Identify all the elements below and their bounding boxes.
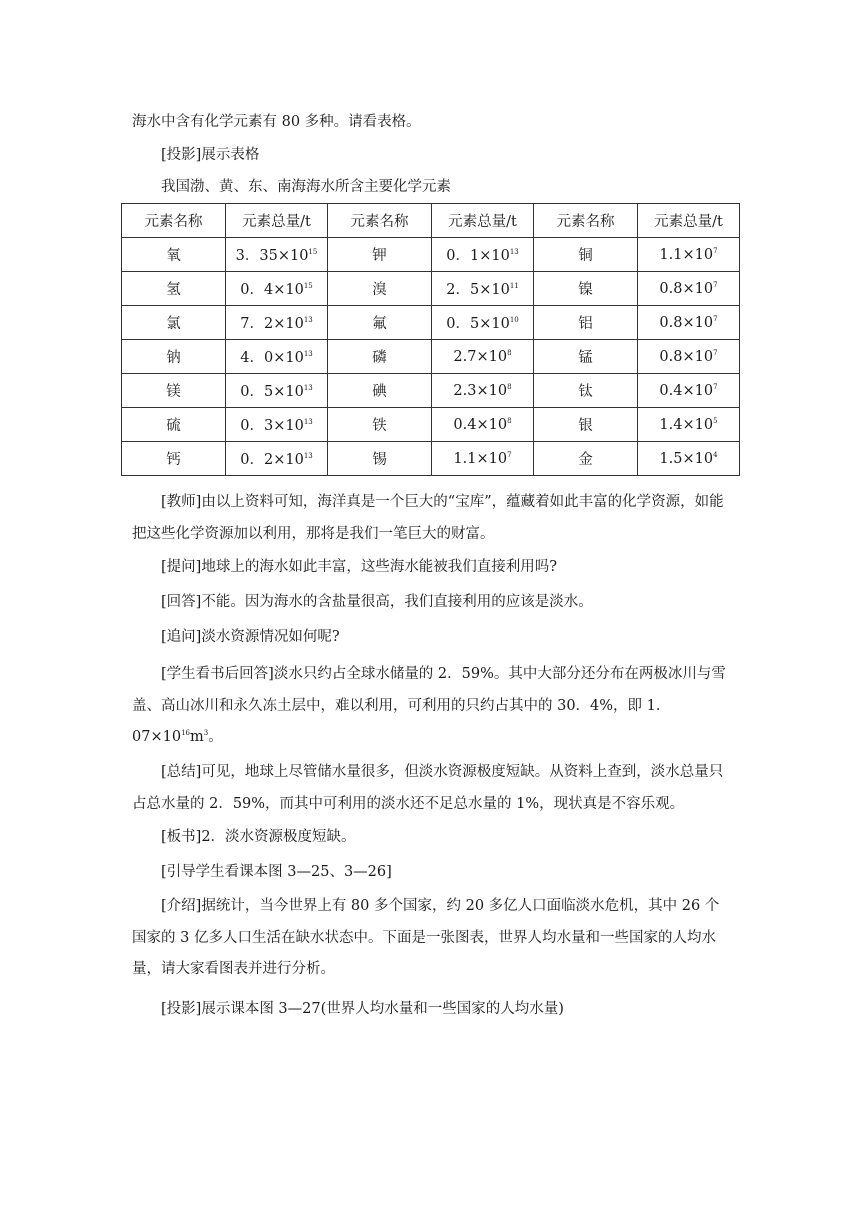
element-name-cell: 溴 xyxy=(328,272,432,306)
amount-mantissa: 0.8×10 xyxy=(659,348,714,365)
amount-mantissa: 1.5×10 xyxy=(659,450,714,467)
amount-mantissa: 0．3×10 xyxy=(240,418,304,434)
amount-exponent: 5 xyxy=(713,416,718,425)
amount-mantissa: 0．5×10 xyxy=(446,316,510,332)
amount-mantissa: 1.1×10 xyxy=(659,246,714,263)
element-amount-cell xyxy=(432,408,534,442)
amount-exponent: 13 xyxy=(509,248,519,256)
amount-exponent: 13 xyxy=(303,350,313,358)
table-row xyxy=(122,238,740,272)
student-answer-paragraph xyxy=(132,659,732,754)
element-name-cell: 钾 xyxy=(328,238,432,272)
intro-paragraph: 海水中含有化学元素有 80 多种。请看表格。 xyxy=(132,114,421,130)
element-name-cell: 硫 xyxy=(122,408,226,442)
element-amount-cell xyxy=(432,374,534,408)
amount-exponent: 11 xyxy=(509,282,519,290)
element-amount-cell xyxy=(432,272,534,306)
amount-exponent: 13 xyxy=(303,452,313,460)
table-header-cell: 元素总量/t xyxy=(432,204,534,238)
element-amount-cell xyxy=(432,442,534,476)
summary-paragraph: [总结]可见，地球上尽管储水量很多，但淡水资源极度短缺。从资料上查到，淡水总量只占总水量的 2．59%，而其中可利用的淡水还不足总水量的 1%，现状真是不容乐观。 xyxy=(132,764,724,812)
table-row xyxy=(122,374,740,408)
element-amount-cell xyxy=(432,306,534,340)
element-name-cell: 铁 xyxy=(328,408,432,442)
element-amount-cell xyxy=(226,272,328,306)
question-paragraph: [提问]地球上的海水如此丰富，这些海水能被我们直接利用吗? xyxy=(161,559,558,575)
amount-mantissa: 0．2×10 xyxy=(240,452,304,468)
amount-exponent: 13 xyxy=(303,316,313,324)
table-row xyxy=(122,306,740,340)
amount-exponent: 7 xyxy=(713,280,718,289)
amount-exponent: 4 xyxy=(713,450,718,459)
element-amount-cell xyxy=(638,306,740,340)
student-answer-text: [学生看书后回答]淡水只约占全球水储量的 2．59%。其中大部分还分布在两极冰川与雪盖、高山冰川和永久冻土层中，难以利用，可利用的只约占其中的 30．4%，即 1．07×10 xyxy=(132,666,726,745)
element-amount-cell xyxy=(432,238,534,272)
element-table xyxy=(121,203,740,476)
table-header-cell: 元素名称 xyxy=(328,204,432,238)
element-name-cell: 氯 xyxy=(122,306,226,340)
table-header-row xyxy=(122,204,740,238)
amount-exponent: 10 xyxy=(509,316,519,324)
element-amount-cell xyxy=(638,340,740,374)
board-paragraph: [板书]2．淡水资源极度短缺。 xyxy=(161,829,356,845)
amount-mantissa: 0.4×10 xyxy=(453,416,508,433)
element-amount-cell xyxy=(638,442,740,476)
amount-mantissa: 2.3×10 xyxy=(453,382,508,399)
element-amount-cell xyxy=(638,408,740,442)
element-name-cell: 钙 xyxy=(122,442,226,476)
table-row xyxy=(122,408,740,442)
table-header-cell: 元素名称 xyxy=(534,204,638,238)
table-header-cell: 元素总量/t xyxy=(226,204,328,238)
table-row xyxy=(122,442,740,476)
amount-exponent: 15 xyxy=(303,282,313,290)
table-row xyxy=(122,272,740,306)
amount-exponent: 8 xyxy=(507,382,512,391)
table-header-cell: 元素名称 xyxy=(122,204,226,238)
element-name-cell: 锰 xyxy=(534,340,638,374)
element-name-cell: 锡 xyxy=(328,442,432,476)
amount-mantissa: 3．35×10 xyxy=(235,248,309,264)
amount-mantissa: 0．4×10 xyxy=(240,282,304,298)
element-name-cell: 铝 xyxy=(534,306,638,340)
element-amount-cell xyxy=(226,374,328,408)
amount-mantissa: 0．5×10 xyxy=(240,384,304,400)
amount-mantissa: 2．5×10 xyxy=(446,282,510,298)
amount-mantissa: 0.8×10 xyxy=(659,280,714,297)
amount-mantissa: 2.7×10 xyxy=(453,348,508,365)
amount-exponent: 7 xyxy=(507,450,512,459)
student-answer-end: 。 xyxy=(208,729,223,745)
amount-exponent: 7 xyxy=(713,382,718,391)
intro2-paragraph: [介绍]据统计，当今世界上有 80 多个国家，约 20 多亿人口面临淡水危机，其中 26 个国家的 3 亿多人口生活在缺水状态中。下面是一张图表，世界人均水量和一些国家的人均水量，请大家看图表并进行分析。 xyxy=(132,898,720,977)
element-amount-cell xyxy=(226,442,328,476)
element-name-cell: 银 xyxy=(534,408,638,442)
element-amount-cell xyxy=(638,374,740,408)
amount-mantissa: 7．2×10 xyxy=(240,316,304,332)
amount-exponent: 15 xyxy=(308,248,318,256)
element-name-cell: 氧 xyxy=(122,238,226,272)
element-name-cell: 磷 xyxy=(328,340,432,374)
amount-exponent: 7 xyxy=(713,246,718,255)
guide-paragraph: [引导学生看课本图 3—25、3—26] xyxy=(161,864,392,880)
amount-mantissa: 0.4×10 xyxy=(659,382,714,399)
element-amount-cell xyxy=(226,340,328,374)
student-answer-exponent: 16 xyxy=(181,729,190,737)
amount-exponent: 7 xyxy=(713,314,718,323)
amount-exponent: 13 xyxy=(303,384,313,392)
element-amount-cell xyxy=(638,238,740,272)
element-name-cell: 金 xyxy=(534,442,638,476)
amount-mantissa: 1.1×10 xyxy=(453,450,508,467)
amount-exponent: 8 xyxy=(507,348,512,357)
element-name-cell: 钛 xyxy=(534,374,638,408)
amount-exponent: 13 xyxy=(303,418,313,426)
element-name-cell: 铜 xyxy=(534,238,638,272)
element-name-cell: 镁 xyxy=(122,374,226,408)
element-name-cell: 氟 xyxy=(328,306,432,340)
amount-mantissa: 0.8×10 xyxy=(659,314,714,331)
table-row xyxy=(122,340,740,374)
element-name-cell: 碘 xyxy=(328,374,432,408)
element-name-cell: 镍 xyxy=(534,272,638,306)
element-amount-cell xyxy=(638,272,740,306)
answer-paragraph: [回答]不能。因为海水的含盐量很高，我们直接利用的应该是淡水。 xyxy=(161,594,593,610)
amount-exponent: 7 xyxy=(713,348,718,357)
student-answer-unit-exponent: 3 xyxy=(203,729,209,737)
element-amount-cell xyxy=(226,238,328,272)
table-caption: 我国渤、黄、东、南海海水所含主要化学元素 xyxy=(161,179,451,195)
table-header-cell: 元素总量/t xyxy=(638,204,740,238)
projection-line: [投影]展示表格 xyxy=(161,147,260,163)
element-amount-cell xyxy=(226,306,328,340)
element-amount-cell xyxy=(226,408,328,442)
amount-mantissa: 1.4×10 xyxy=(659,416,714,433)
element-name-cell: 氢 xyxy=(122,272,226,306)
student-answer-unit: m xyxy=(189,729,204,745)
amount-exponent: 8 xyxy=(507,416,512,425)
teacher-paragraph: [教师]由以上资料可知，海洋真是一个巨大的“宝库”，蕴藏着如此丰富的化学资源，如能把这些化学资源加以利用，那将是我们一笔巨大的财富。 xyxy=(132,494,724,542)
projection2-paragraph: [投影]展示课本图 3—27(世界人均水量和一些国家的人均水量) xyxy=(161,1001,564,1017)
amount-mantissa: 0．1×10 xyxy=(446,248,510,264)
amount-mantissa: 4．0×10 xyxy=(240,350,304,366)
element-amount-cell xyxy=(432,340,534,374)
followup-paragraph: [追问]淡水资源情况如何呢? xyxy=(161,629,340,645)
element-name-cell: 钠 xyxy=(122,340,226,374)
